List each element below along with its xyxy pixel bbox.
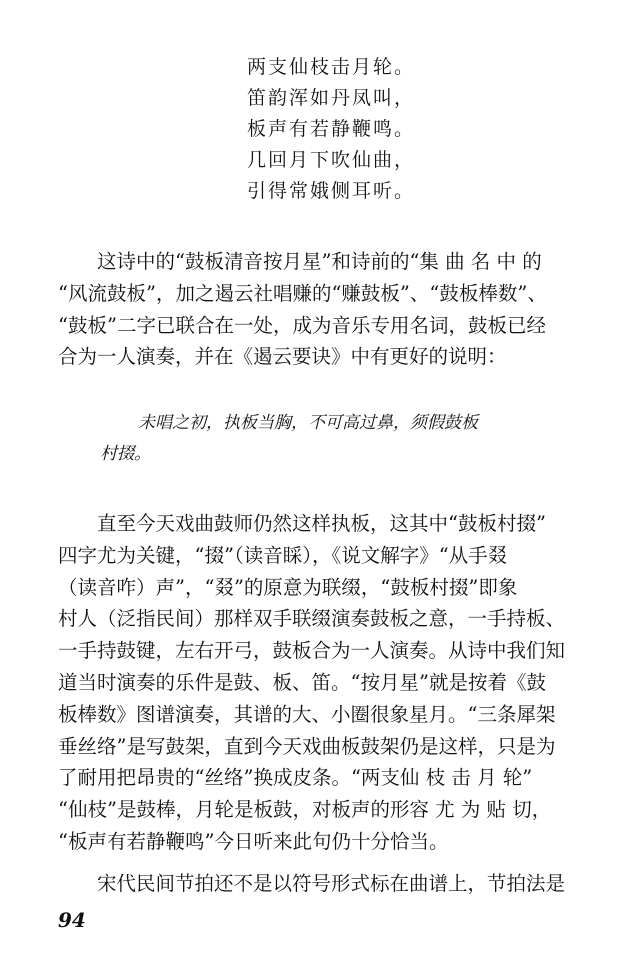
paragraph-2 <box>58 508 610 858</box>
text-line: 板棒数》图谱演奏，其谱的大、小圈很象星月。“三条犀架 <box>58 702 556 726</box>
text-line: 直至今天戏曲鼓师仍然这样执板，这其中“鼓板村掇” <box>58 512 546 535</box>
poem-line: 两支仙枝击月轮。 <box>247 56 416 78</box>
poem-line: 引得常娥侧耳听。 <box>247 180 416 202</box>
quote-block <box>100 408 580 470</box>
text-line: “仙枝”是鼓棒，月轮是板鼓，对板声的形容 尤 为 贴 切， <box>58 798 552 822</box>
text-line: 合为一人演奏，并在《遏云要诀》中有更好的说明： <box>58 345 507 369</box>
paragraph-1 <box>58 246 610 373</box>
text-line: 四字尤为关键，“掇”（读音睬），《说文解字》“从手叕 <box>58 543 508 567</box>
poem-line: 几回月下吹仙曲， <box>247 149 416 171</box>
text-line: 一手持鼓键，左右开弓，鼓板合为一人演奏。从诗中我们知 <box>58 639 566 663</box>
poem-line: 笛韵浑如丹凤叫， <box>247 87 416 109</box>
text-line: 道当时演奏的乐件是鼓、板、笛。“按月星”就是按着《鼓 <box>58 670 546 694</box>
poem-block <box>247 52 415 207</box>
text-line: （读音咋）声”，“叕”的原意为联缀，“鼓板村掇”即象 <box>58 575 518 599</box>
text-line: 这诗中的“鼓板清音按月星”和诗前的“集 曲 名 中 的 <box>58 250 542 273</box>
paragraph-3 <box>58 868 610 900</box>
page-number: 94 <box>58 908 86 932</box>
text-line: “风流鼓板”，加之遏云社唱赚的“赚鼓板”、“鼓板棒数”、 <box>58 281 547 305</box>
text-line: “鼓板”二字已联合在一处，成为音乐专用名词，鼓板已经 <box>58 313 546 337</box>
poem-line: 板声有若静鞭鸣。 <box>247 118 416 140</box>
text-line: 了耐用把昂贵的“丝络”换成皮条。“两支仙 枝 击 月 轮” <box>58 766 533 790</box>
quote-line: 村掇。 <box>100 444 151 464</box>
text-line: 垂丝络”是写鼓架，直到今天戏曲板鼓架仍是这样，只是为 <box>58 734 556 758</box>
text-line: “板声有若静鞭鸣”今日听来此句仍十分恰当。 <box>58 829 449 853</box>
text-line: 村人（泛指民间）那样双手联缀演奏鼓板之意，一手持板、 <box>58 607 566 631</box>
quote-line: 未唱之初，执板当胸，不可高过鼻，须假鼓板 <box>138 413 478 433</box>
text-line: 宋代民间节拍还不是以符号形式标在曲谱上，节拍法是 <box>58 872 566 895</box>
